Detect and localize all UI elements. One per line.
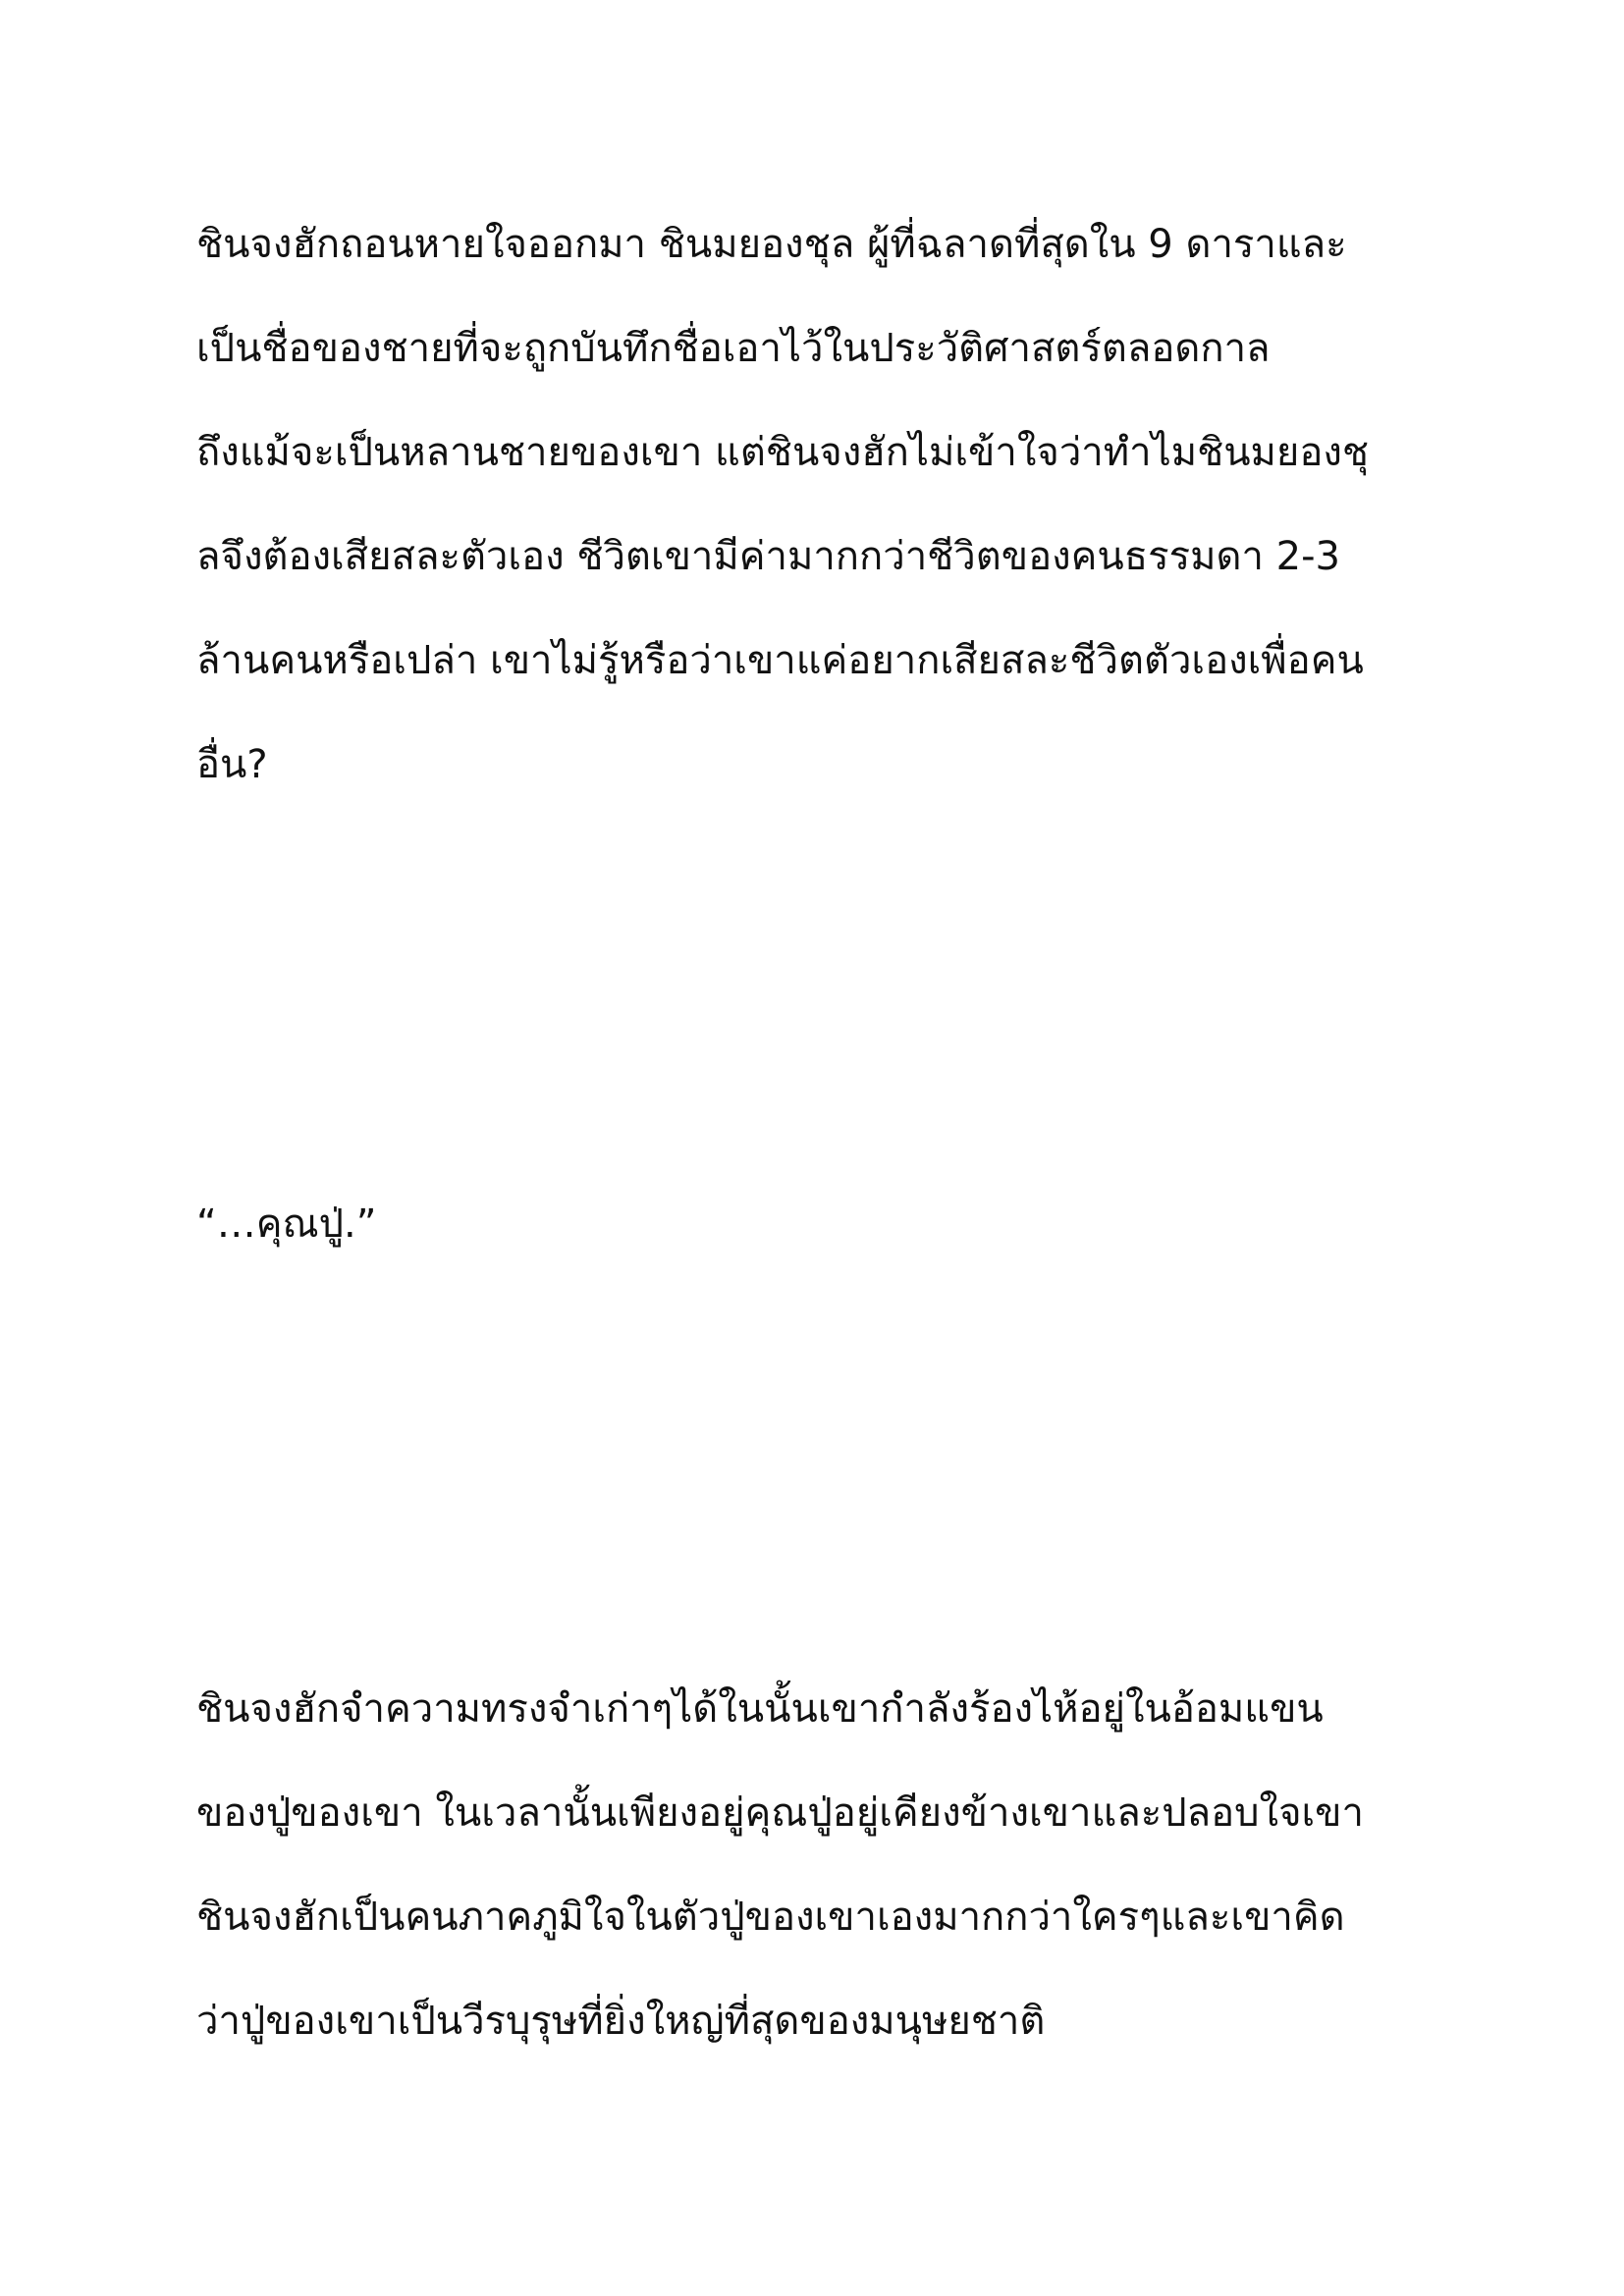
paragraph-reflection <box>196 192 1434 817</box>
paragraph-dialogue <box>196 1172 1434 1276</box>
text-line: ว่าปู่ของเขาเป็นวีรบุรุษที่ยิ่งใหญ่ที่สุดของมนุษยชาติ <box>196 1999 1046 2044</box>
paragraph-memory <box>196 1657 1434 2073</box>
text-line: ล้านคนหรือเปล่า เขาไม่รู้หรือว่าเขาแค่อยากเสียสละชีวิตตัวเองเพื่อคน <box>196 638 1364 683</box>
text-line: ถึงแม้จะเป็นหลานชายของเขา แต่ชินจงฮักไม่เข้าใจว่าทำไมชินมยองชุ <box>196 430 1370 475</box>
text-line: ชินจงฮักจำความทรงจำเก่าๆได้ในนั้นเขากำลังร้องไห้อยู่ในอ้อมแขน <box>196 1686 1324 1732</box>
text-line: ลจึงต้องเสียสละตัวเอง ชีวิตเขามีค่ามากกว่าชีวิตของคนธรรมดา 2-3 <box>196 534 1340 579</box>
text-line: เป็นชื่อของชายที่จะถูกบันทึกชื่อเอาไว้ในประวัติศาสตร์ตลอดกาล <box>196 326 1271 371</box>
text-line: ของปู่ของเขา ในเวลานั้นเพียงอยู่คุณปู่อยู่เคียงข้างเขาและปลอบใจเขา <box>196 1790 1364 1836</box>
text-line: ชินจงฮักถอนหายใจออกมา ชินมยองชุล ผู้ที่ฉลาดที่สุดใน 9 ดาราและ <box>196 222 1347 267</box>
text-line: อื่น? <box>196 742 268 787</box>
text-line: ชินจงฮักเป็นคนภาคภูมิใจในตัวปู่ของเขาเองมากกว่าใครๆและเขาคิด <box>196 1895 1345 1940</box>
dialogue-line: “…คุณปู่.” <box>196 1201 377 1247</box>
